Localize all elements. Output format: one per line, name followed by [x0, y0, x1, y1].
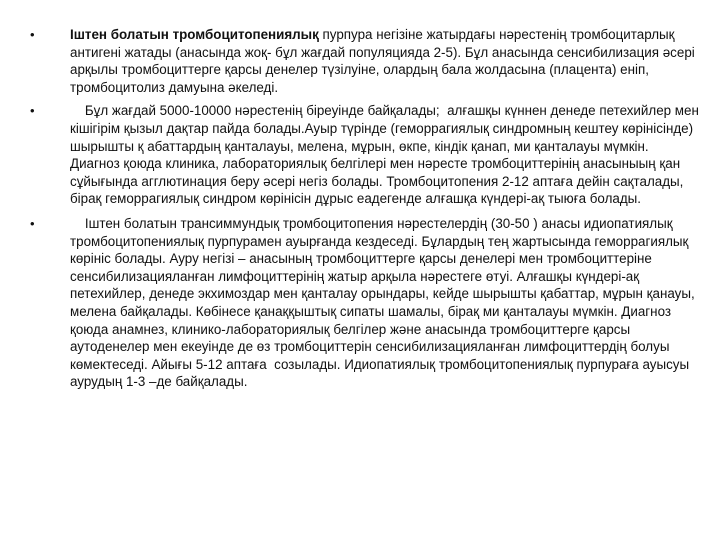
bullet-body-text: Іштен болатын трансиммундық тромбоцитопения нәрестелердің (30-50 ) анасы идиопатиялық тромбоцитопениялық пурпурамен ауырғанда кездеседі. Бұлардың тең жартысында геморрагиялық көрініс болады. Ауру негізі – анасының тромбоциттерге қарсы денелері мен тромбоциттеріне сенсибилизацияланған лимфоциттерінің жатыр арқыла нәрестеге өтуі. Алғашқы күндері-ақ петехийлер, денеде экхимоздар мен қанталау орындары, кейде шырышты қабаттар, мұрын қанауы, мелена байқалады. Көбінесе қанаққыштық сипаты шамалы, бірақ ми қанталауы мүмкін. Диагноз қоюда анамнез, клинико-лабораториялық белгілер және анасында тромбоциттерге қарсы аутоденелер мен екеуінде де өз тромбоциттерін сенсибилизацияланған лимфоциттердің болуы көмектеседі. Айығы 5-12 аптаға созылады. Идиопатиялық тромбоцитопениялық пурпураға ауысуы аурудың 1-3 –де байқалады.	[70, 215, 699, 390]
bullet-paragraph	[70, 26, 702, 96]
bullet-body-text: Бұл жағдай 5000-10000 нәрестенің біреуінде байқалады; алғашқы күннен денеде петехийлер мен кішігірім қызыл дақтар пайда болады.Ауыр түрінде (геморрагиялық синдромның кештеу көрінісінде) шырышты қ абаттардың қанталауы, мелена, мұрын, өкпе, кіндік қанап, ми қанталауы мүмкін. Диагноз қоюда клиника, лабораториялық белгілері мен нәресте тромбоциттерінің анасыныың қан сұйығында агглютинация беру әсері негіз болады. Тромбоцитопения 2-12 аптаға дейін сақталады, бірақ геморрагиялық синдром көрінісін дұрыс еадегенде алғашқа күндері-ақ тыюға болады.	[70, 103, 703, 207]
bullet-item	[30, 102, 702, 208]
bullet-marker: •	[30, 103, 35, 119]
bullet-item	[30, 26, 702, 96]
bullet-item	[30, 215, 702, 391]
bullet-marker: •	[30, 27, 35, 42]
bullet-body-text: пурпура негізіне жатырдағы нәрестенің тромбоцитарлық антигені жатады (анасында жоқ- бұл жағдай популяцияда 2-5). Бұл анасында сенсибилизация әсері арқылы тромбоциттерге қарсы денелер түзілуіне, олардың бала жолдасына (плацента) еніп, тромбоцитолиз дамуына әкеледі.	[70, 27, 695, 95]
bullet-marker: •	[30, 215, 35, 231]
bullet-lead-text: Іштен болатын тромбоцитопениялық	[70, 27, 319, 42]
bullet-list	[30, 26, 702, 396]
